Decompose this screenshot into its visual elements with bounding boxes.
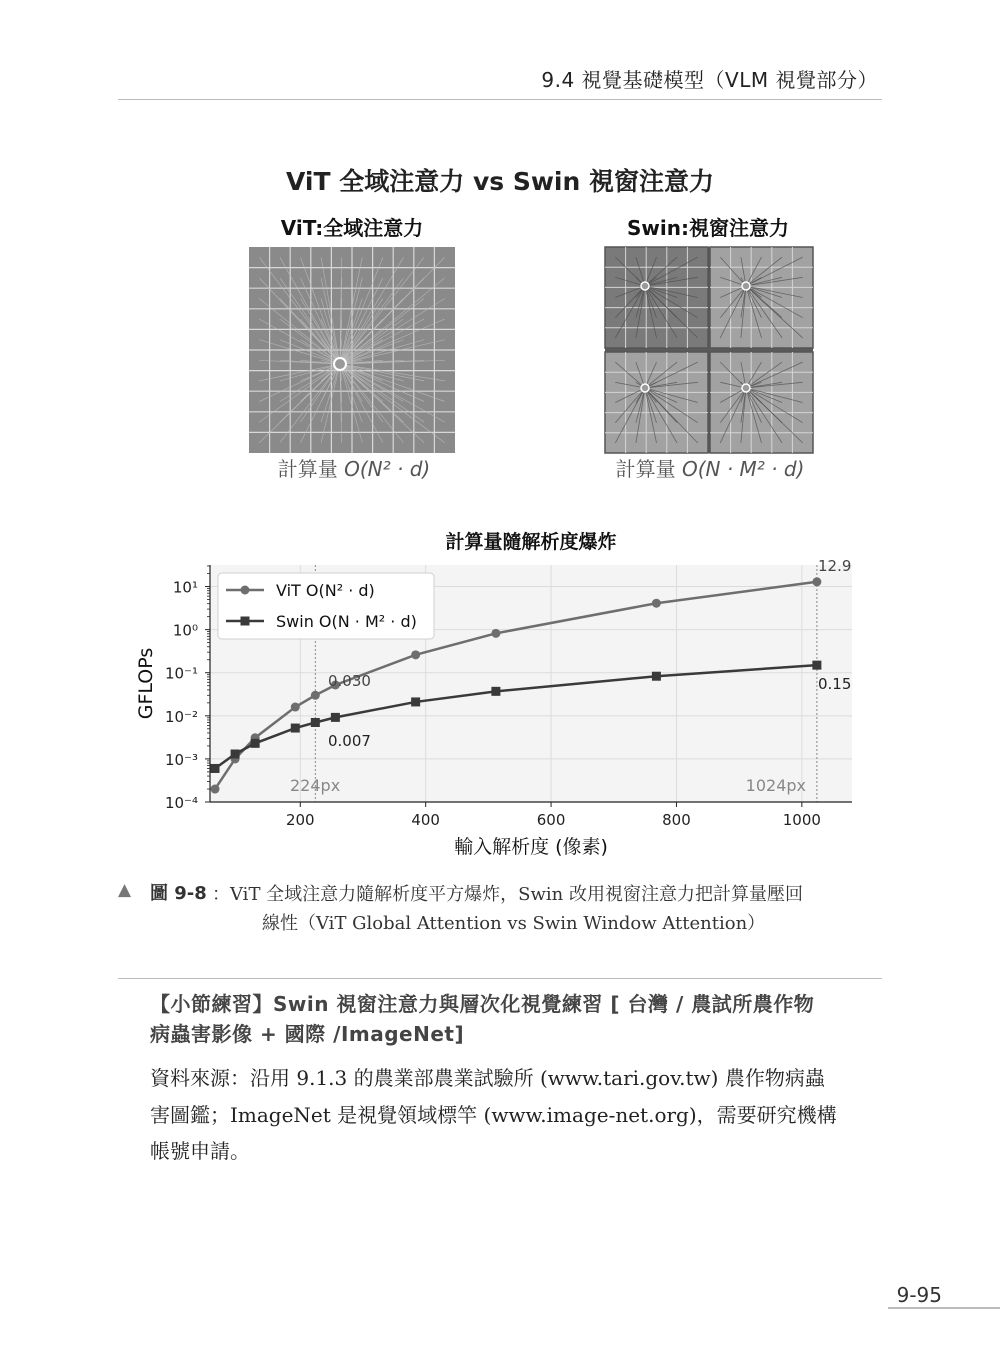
- data-annotation: 12.9: [818, 557, 852, 575]
- y-tick-label: 10⁰: [172, 621, 198, 640]
- vit-data-point: [311, 691, 320, 700]
- x-tick-label: 800: [662, 811, 691, 829]
- swin-window-attention-diagram: [605, 247, 813, 453]
- x-tick-label: 1000: [782, 811, 821, 829]
- exercise-title-line-2: 病蟲害影像 + 國際 /ImageNet]: [150, 1022, 465, 1046]
- swin-data-point: [251, 739, 260, 748]
- x-tick-label: 200: [285, 811, 315, 829]
- body-line-1: 資料來源：沿用 9.1.3 的農業部農業試驗所 (www.tari.gov.tw) 農作物病蟲: [150, 1066, 825, 1090]
- caption-line-2: 線性（ViT Global Attention vs Swin Window Attention）: [262, 913, 766, 934]
- swin-query-token: [641, 282, 649, 290]
- vit-cost-prefix: 計算量: [277, 457, 338, 481]
- y-tick-label: 10⁻¹: [164, 664, 198, 683]
- running-header-title: 9.4 視覺基礎模型（VLM 視覺部分）: [541, 68, 878, 92]
- swin-data-point: [291, 724, 300, 733]
- swin-cost-formula: O(N · M² · d): [681, 457, 805, 481]
- x-axis-label: 輸入解析度 (像素): [454, 836, 608, 858]
- swin-query-token: [742, 384, 750, 392]
- section-divider: [118, 978, 882, 979]
- swin-panel-title: Swin:視窗注意力: [627, 216, 789, 240]
- legend-marker-circle: [241, 586, 250, 595]
- exercise-title-line-1: 【小節練習】Swin 視窗注意力與層次化視覺練習 [ 台灣 / 農試所農作物: [150, 992, 815, 1016]
- vit-cost-formula: O(N² · d): [344, 457, 431, 481]
- vit-panel-title: ViT:全域注意力: [280, 216, 424, 240]
- legend-marker-square: [241, 617, 250, 626]
- vit-data-point: [652, 599, 661, 608]
- caption-marker-icon: ▲: [118, 880, 132, 900]
- page-number-rule: [888, 1307, 1000, 1309]
- legend-label: Swin O(N · M² · d): [276, 612, 417, 631]
- y-tick-label: 10⁻²: [164, 707, 198, 726]
- data-annotation: 224px: [290, 776, 341, 795]
- swin-data-point: [812, 661, 821, 670]
- vit-global-attention-diagram: [249, 247, 455, 453]
- header-divider: [118, 99, 882, 100]
- x-tick-label: 400: [411, 811, 440, 829]
- swin-data-point: [211, 764, 220, 773]
- swin-data-point: [491, 687, 500, 696]
- data-annotation: 0.15: [818, 675, 852, 693]
- swin-data-point: [231, 749, 240, 758]
- swin-data-point: [331, 713, 340, 722]
- caption-label: 圖 9-8: [150, 883, 207, 904]
- body-line-2: 害圖鑑；ImageNet 是視覺領域標竿 (www.image-net.org)，需要研究機構: [150, 1103, 837, 1127]
- data-annotation: 0.030: [328, 672, 371, 690]
- vit-data-point: [812, 577, 821, 586]
- vit-cost-label: [204, 453, 504, 482]
- caption-line-1: ：ViT 全域注意力隨解析度平方爆炸，Swin 改用視窗注意力把計算量壓回: [212, 884, 803, 905]
- gflops-chart: [0, 520, 1000, 865]
- page-number: 9-95: [896, 1283, 942, 1307]
- vit-data-point: [291, 703, 300, 712]
- chart-legend: [218, 573, 434, 639]
- swin-cost-prefix: 計算量: [615, 457, 676, 481]
- figure-title: ViT 全域注意力 vs Swin 視窗注意力: [286, 167, 714, 196]
- vit-data-point: [211, 785, 220, 794]
- vit-data-point: [411, 650, 420, 659]
- swin-data-point: [411, 697, 420, 706]
- data-annotation: 1024px: [745, 776, 806, 795]
- chart-title: 計算量隨解析度爆炸: [445, 531, 617, 553]
- y-tick-label: 10¹: [172, 578, 198, 597]
- vit-data-point: [491, 629, 500, 638]
- swin-data-point: [652, 672, 661, 681]
- swin-query-token: [641, 384, 649, 392]
- swin-data-point: [311, 718, 320, 727]
- body-line-3: 帳號申請。: [150, 1139, 250, 1163]
- swin-cost-label: [560, 453, 860, 482]
- y-axis-label: GFLOPs: [135, 647, 157, 720]
- x-tick-label: 600: [536, 811, 566, 829]
- y-tick-label: 10⁻⁴: [164, 794, 198, 812]
- swin-query-token: [742, 282, 750, 290]
- y-tick-label: 10⁻³: [164, 750, 198, 769]
- vit-query-token: [334, 358, 346, 370]
- data-annotation: 0.007: [328, 732, 371, 750]
- legend-label: ViT O(N² · d): [276, 581, 375, 600]
